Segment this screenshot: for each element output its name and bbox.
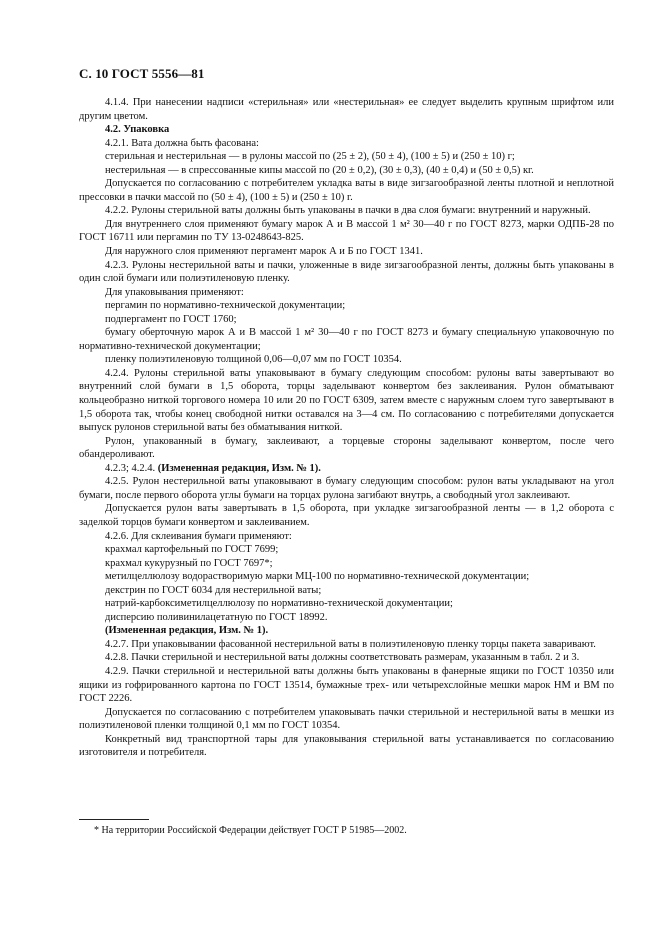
footnote-divider [79, 819, 149, 820]
footnote: * На территории Российской Федерации действует ГОСТ Р 51985—2002. [94, 825, 407, 836]
list-item: натрий-карбоксиметилцеллюлозу по нормативно-технической документации; [105, 598, 453, 610]
list-item: крахмал кукурузный по ГОСТ 7697*; [105, 557, 273, 569]
para-4-2-3: 4.2.3. Рулоны нестерильной ваты и пачки, уложенные в виде зигзагообразной ленты, должны быть упакованы в один слой бумаги или полиэтиленовую пленку. [79, 259, 614, 285]
list-item: метилцеллюлозу водорастворимую марки МЦ-100 по нормативно-технической документации; [105, 571, 530, 583]
list-item: крахмал картофельный по ГОСТ 7699; [105, 544, 279, 556]
paragraph: Допускается по согласованию с потребителем упаковывать пачки стерильной и нестерильной ваты в мешки из полиэтиленовой пленки толщиной 0,1 мм по ГОСТ 10354. [79, 706, 614, 732]
para-4-2-2: 4.2.2. Рулоны стерильной ваты должны быть упакованы в пачки в два слоя бумаги: внутренний и наружный. [105, 205, 591, 217]
paragraph: Конкретный вид транспортной тары для упаковывания стерильной ваты устанавливается по согласованию изготовителя и потребителя. [79, 733, 614, 759]
paragraph: Для упаковывания применяют: [105, 286, 244, 298]
list-item: дисперсию поливинилацетатную по ГОСТ 18992. [105, 611, 328, 623]
paragraph: Для внутреннего слоя применяют бумагу марок А и В массой 1 м² 30—40 г по ГОСТ 8273, марки ОДПБ-28 по ГОСТ 16711 или пергамин по ТУ 13-0248643-825. [79, 218, 614, 244]
list-item: декстрин по ГОСТ 6034 для нестерильной ваты; [105, 584, 322, 596]
para-4-2-8: 4.2.8. Пачки стерильной и нестерильной ваты должны соответствовать размерам, указанным в табл. 2 и 3. [105, 652, 580, 664]
list-item: пергамин по нормативно-технической документации; [105, 300, 346, 312]
paragraph: Рулон, упакованный в бумагу, заклеивают, а торцевые стороны заделывают конвертом, после чего обандероливают. [79, 435, 614, 461]
list-item: пленку полиэтиленовую толщиной 0,06—0,07 мм по ГОСТ 10354. [105, 354, 402, 366]
amendment-ref: 4.2.3; 4.2.4. [105, 462, 156, 474]
para-4-1-4: 4.1.4. При нанесении надписи «стерильная» или «нестерильная» ее следует выделить крупным шрифтом или другим цветом. [79, 97, 614, 122]
paragraph: Допускается по согласованию с потребителем укладка ваты в виде зигзагообразной ленты плотной и неплотной прессовки в пачки массой по (50 ± 4), (100 ± 5) и (250 ± 10) г. [79, 178, 614, 203]
list-item: нестерильная — в спрессованные кипы массой по (20 ± 0,2), (30 ± 0,3), (40 ± 0,4) и (50 ± 0,5) кг. [105, 164, 534, 176]
list-item: стерильная и нестерильная — в рулоны массой по (25 ± 2), (50 ± 4), (100 ± 5) и (250 ± 10) г; [105, 151, 515, 163]
amendment-note [79, 462, 614, 476]
list-item: бумагу оберточную марок А и В массой 1 м² 30—40 г по ГОСТ 8273 и бумагу специальную упаковочную по нормативно-технической документации; [79, 327, 614, 352]
section-heading-4-2: 4.2. Упаковка [105, 124, 170, 136]
para-4-2-1: 4.2.1. Вата должна быть фасована: [105, 137, 259, 149]
paragraph: Для наружного слоя применяют пергамент марок А и Б по ГОСТ 1341. [105, 246, 423, 258]
para-4-2-5: 4.2.5. Рулон нестерильной ваты упаковывают в бумагу следующим способом: рулон ваты укладывают на угол бумаги, после первого оборота углы бумаги на торцах рулона загибают внутрь, а свободный угол заклеивают. [79, 476, 614, 501]
document-body [79, 96, 614, 760]
amendment-label: (Измененная редакция, Изм. № 1). [105, 625, 269, 637]
page-header: С. 10 ГОСТ 5556—81 [79, 66, 205, 81]
amendment-label: (Измененная редакция, Изм. № 1). [157, 462, 321, 474]
para-4-2-9: 4.2.9. Пачки стерильной и нестерильной ваты должны быть упакованы в фанерные ящики по ГОСТ 10350 или ящики из гофрированного картона по ГОСТ 13514, бумажные трех- или четырехслойные мешки марок НМ и ВМ по ГОСТ 2226. [79, 665, 614, 705]
para-4-2-6: 4.2.6. Для склеивания бумаги применяют: [105, 530, 292, 542]
paragraph: Допускается рулон ваты завертывать в 1,5 оборота, при укладке зигзагообразной ленты — в 1,2 оборота с заделкой торцов бумаги конвертом и заклеиванием. [79, 503, 614, 528]
para-4-2-4: 4.2.4. Рулоны стерильной ваты упаковывают в бумагу следующим способом: рулоны ваты завертывают во внутренний слой бумаги в 1,5 оборота, торцы заделывают конвертом без заклеивания. Рулон обматывают кольцеобразно ниткой торгового номера 10 или 20 по ГОСТ 6309, затем вместе с наружным слоем туго завертывают в 1,5 оборота так, чтобы конец свободной нитки оставался на 3—4 см. По согласованию с потребителями допускается выпуск рулонов стерильной ваты без обматывания ниткой. [79, 367, 614, 434]
list-item: подпергамент по ГОСТ 1760; [105, 313, 237, 325]
para-4-2-7: 4.2.7. При упаковывании фасованной нестерильной ваты в полиэтиленовую пленку торцы пакета заваривают. [105, 638, 596, 650]
